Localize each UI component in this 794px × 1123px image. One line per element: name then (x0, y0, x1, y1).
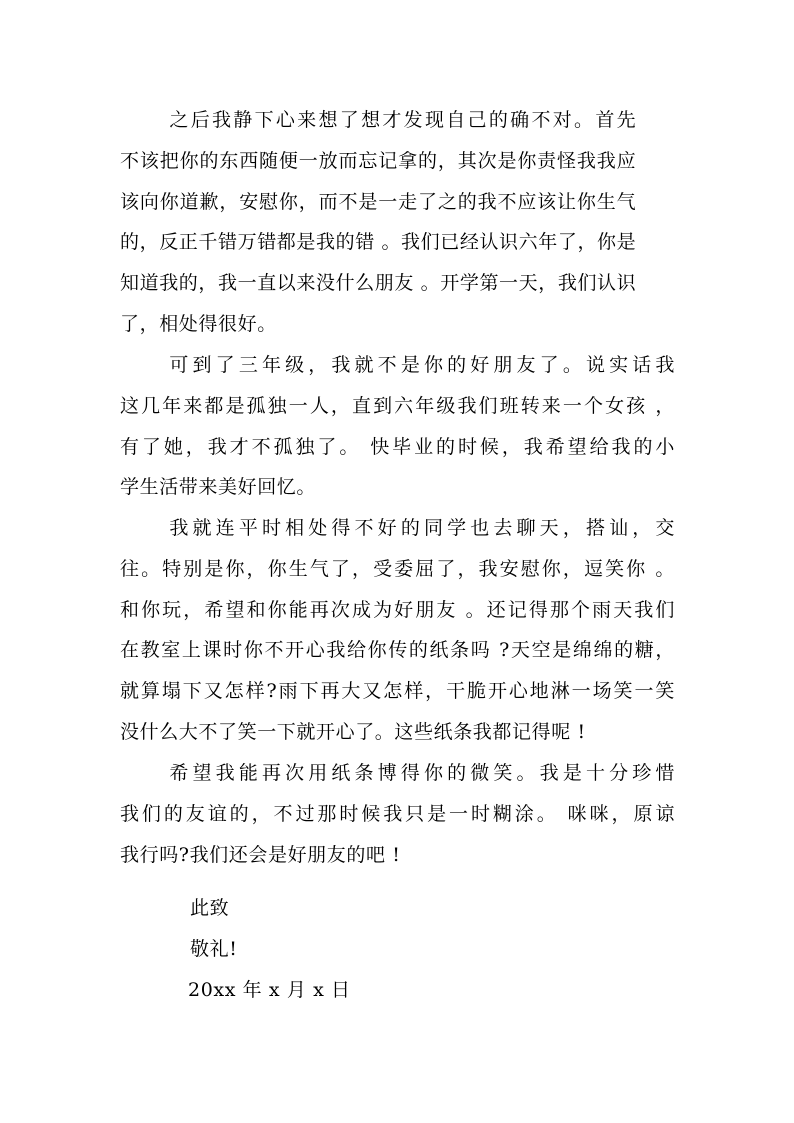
letter-date: 20xx 年 x 月 x 日 (188, 979, 351, 1001)
paragraph-4-line-2: 我们的友谊的，不过那时候我只是一时糊涂。 咪咪，原谅 (120, 802, 675, 825)
paragraph-3-line-1: 我就连平时相处得不好的同学也去聊天，搭讪，交 (169, 517, 675, 539)
paragraph-3-line-3: 和你玩，希望和你能再次成为好朋友 。还记得那个雨天我们 (120, 598, 675, 621)
paragraph-1-line-4: 的，反正千错万错都是我的错 。我们已经认识六年了，你是 (120, 231, 637, 254)
paragraph-2-line-3: 有了她，我才不孤独了。 快毕业的时候，我希望给我的小 (120, 435, 675, 458)
paragraph-3 (120, 508, 675, 753)
paragraph-1 (120, 100, 636, 345)
paragraph-4-line-1: 希望我能再次用纸条博得你的微笑。我是十分珍惜 (169, 762, 675, 784)
paragraph-3-line-6: 没什么大不了笑一下就开心了。这些纸条我都记得呢 ! (120, 720, 586, 743)
paragraph-2 (120, 345, 675, 508)
paragraph-2-line-4: 学生活带来美好回忆。 (120, 476, 317, 499)
paragraph-2-line-1: 可到了三年级，我就不是你的好朋友了。说实话我 (169, 354, 675, 376)
paragraph-3-line-4: 在教室上课时你不开心我给你传的纸条吗 ?天空是绵绵的糖， (120, 639, 675, 662)
paragraph-1-line-1: 之后我静下心来想了想才发现自己的确不对。首先 (169, 109, 637, 131)
closing-salutation: 此致 (190, 897, 230, 919)
paragraph-1-line-5: 知道我的，我一直以来没什么朋友 。开学第一天，我们认识 (120, 272, 637, 295)
paragraph-4-line-3: 我行吗?我们还会是好朋友的吧 ! (120, 843, 401, 866)
paragraph-2-line-2: 这几年来都是孤独一人，直到六年级我们班转来一个女孩 ， (120, 394, 675, 417)
paragraph-3-line-2: 往。特别是你，你生气了，受委屈了，我安慰你，逗笑你 。 (120, 557, 675, 580)
paragraph-1-line-3: 该向你道歉，安慰你，而不是一走了之的我不应该让你生气 (120, 190, 637, 213)
paragraph-4 (120, 753, 675, 875)
closing-regards: 敬礼! (190, 938, 238, 960)
paragraph-3-line-5: 就算塌下又怎样?雨下再大又怎样，干脆开心地淋一场笑一笑 (120, 680, 675, 703)
paragraph-1-line-6: 了，相处得很好。 (120, 312, 277, 335)
paragraph-1-line-2: 不该把你的东西随便一放而忘记拿的，其次是你责怪我我应 (120, 149, 637, 172)
